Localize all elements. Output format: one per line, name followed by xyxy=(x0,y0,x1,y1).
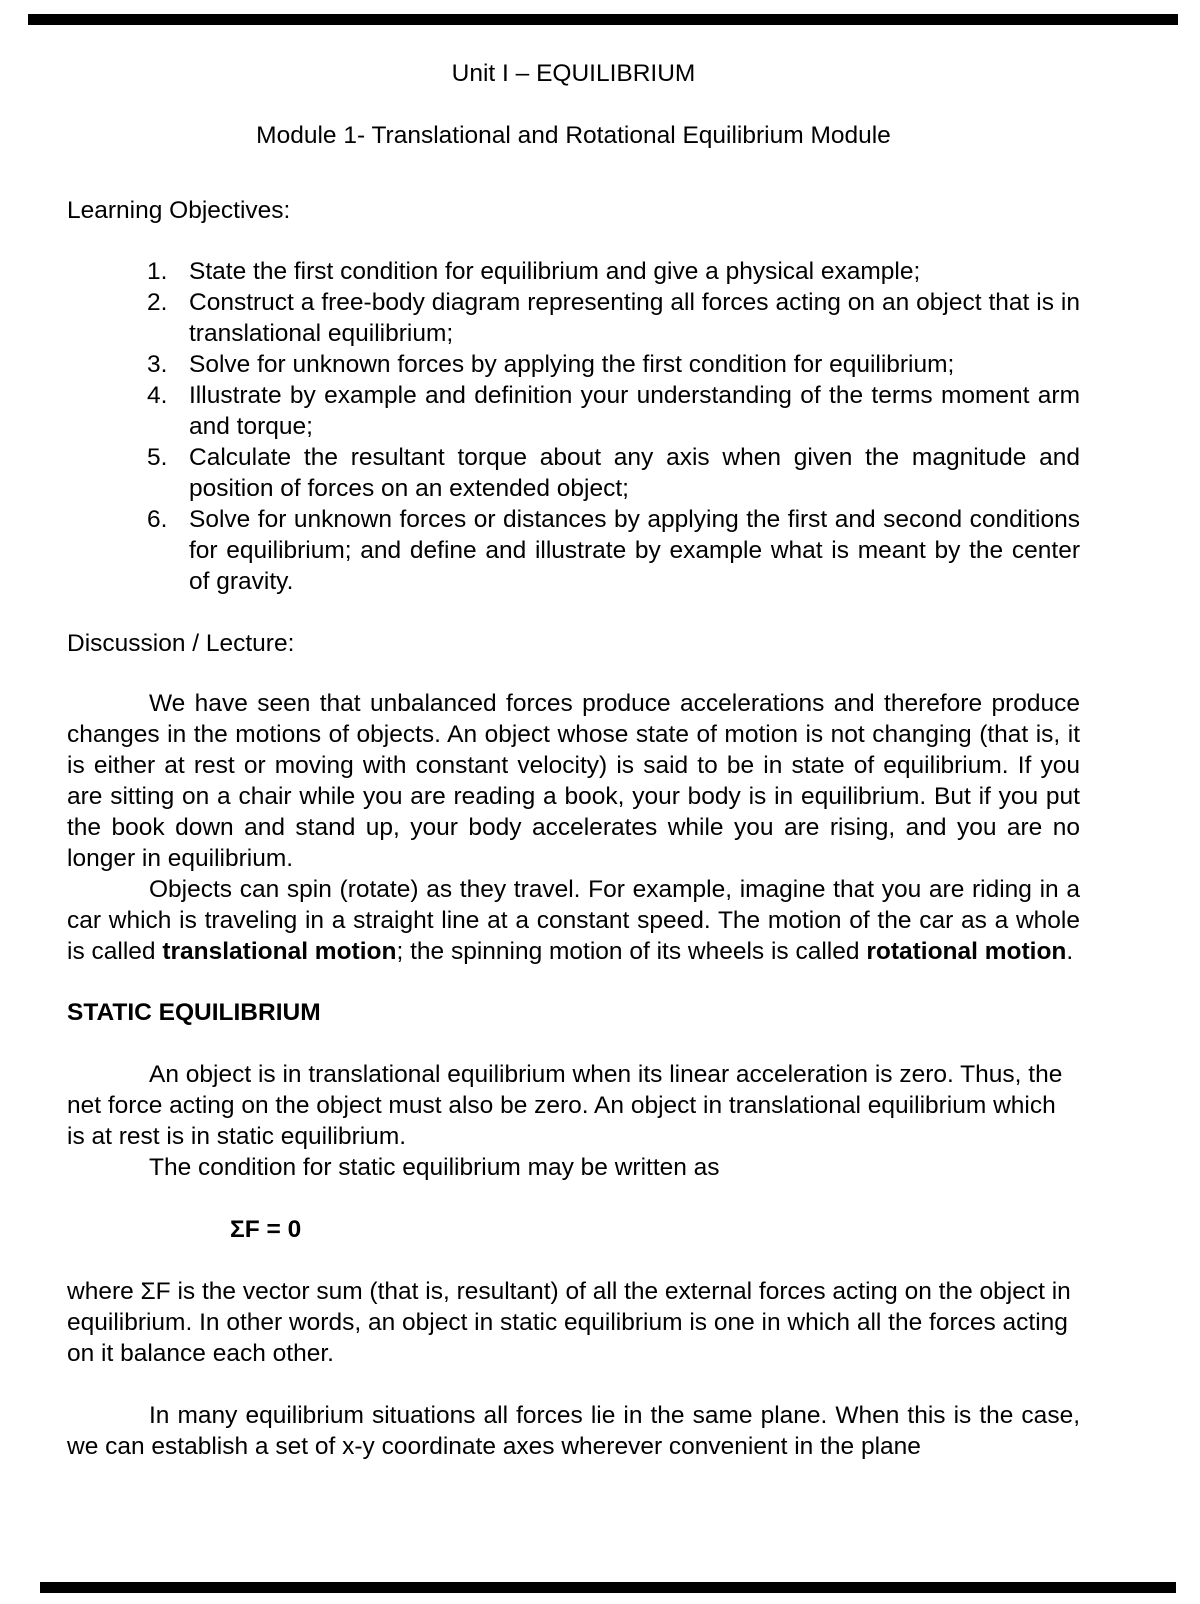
list-item-number: 4. xyxy=(147,382,168,409)
module-title: Module 1- Translational and Rotational Equilibrium Module xyxy=(256,122,891,149)
paragraph-spin-rotate xyxy=(67,874,1080,967)
learning-objectives-label: Learning Objectives: xyxy=(67,197,291,224)
list-item-number: 2. xyxy=(147,289,168,316)
document-page xyxy=(67,58,1080,1462)
list-item-text: Calculate the resultant torque about any axis when given the magnitude and position of forces on an extended object; xyxy=(189,444,1080,502)
list-item xyxy=(67,349,1080,380)
list-item xyxy=(67,256,1080,287)
term-rotational-motion: rotational motion xyxy=(866,938,1067,965)
paragraph-condition: The condition for static equilibrium may be written as xyxy=(149,1154,720,1181)
paragraph-same-plane: In many equilibrium situations all forces lie in the same plane. When this is the case, we can establish a set of x-y coordinate axes wherever convenient in the plane xyxy=(67,1402,1080,1460)
learning-objectives-list xyxy=(67,256,1080,597)
paragraph-text: . xyxy=(1066,938,1074,965)
list-item-text: Construct a free-body diagram representing all forces acting on an object that is in translational equilibrium; xyxy=(189,289,1080,347)
paragraph-text: Objects can spin (rotate) as they travel. For example, imagine that you are riding in a car which is traveling in a straight line at a constant speed. The motion of the car as a whole is called xyxy=(67,876,1080,965)
list-item-number: 1. xyxy=(147,258,168,285)
list-item-number: 5. xyxy=(147,444,168,471)
term-translational-motion: translational motion xyxy=(162,938,397,965)
list-item-text: Solve for unknown forces by applying the first condition for equilibrium; xyxy=(189,351,955,378)
list-item xyxy=(67,380,1080,442)
list-item-text: Solve for unknown forces or distances by applying the first and second conditions for equilibrium; and define and illustrate by example what is meant by the center of gravity. xyxy=(189,506,1080,595)
unit-title: Unit I – EQUILIBRIUM xyxy=(451,60,696,87)
paragraph-unbalanced-forces: We have seen that unbalanced forces produce accelerations and therefore produce changes in the motions of objects. An object whose state of motion is not changing (that is, it is either at rest or moving with constant velocity) is said to be in state of equilibrium. If you are sitting on a chair while you are reading a book, your body is in equilibrium. But if you put the book down and stand up, your body accelerates while you are rising, and you are no longer in equilibrium. xyxy=(67,690,1080,872)
paragraph-vector-sum: where ΣF is the vector sum (that is, resultant) of all the external forces acting on the object in equilibrium. In other words, an object in static equilibrium is one in which all the forces acting on it balance each other. xyxy=(67,1278,1071,1367)
list-item xyxy=(67,442,1080,504)
list-item-number: 3. xyxy=(147,351,168,378)
list-item-number: 6. xyxy=(147,506,168,533)
discussion-label: Discussion / Lecture: xyxy=(67,630,295,657)
list-item xyxy=(67,504,1080,597)
equilibrium-formula: ΣF = 0 xyxy=(230,1216,302,1243)
static-equilibrium-heading: STATIC EQUILIBRIUM xyxy=(67,999,321,1026)
paragraph-translational-equilibrium: An object is in translational equilibrium when its linear acceleration is zero. Thus, the net force acting on the object must also be zero. An object in translational equilibrium which is at rest is in static equilibrium. xyxy=(67,1061,1063,1150)
list-item-text: State the first condition for equilibrium and give a physical example; xyxy=(189,258,921,285)
top-border-rule xyxy=(28,14,1178,25)
bottom-border-rule xyxy=(40,1582,1176,1593)
list-item-text: Illustrate by example and definition your understanding of the terms moment arm and torque; xyxy=(189,382,1080,440)
paragraph-text: ; the spinning motion of its wheels is called xyxy=(396,938,867,965)
list-item xyxy=(67,287,1080,349)
